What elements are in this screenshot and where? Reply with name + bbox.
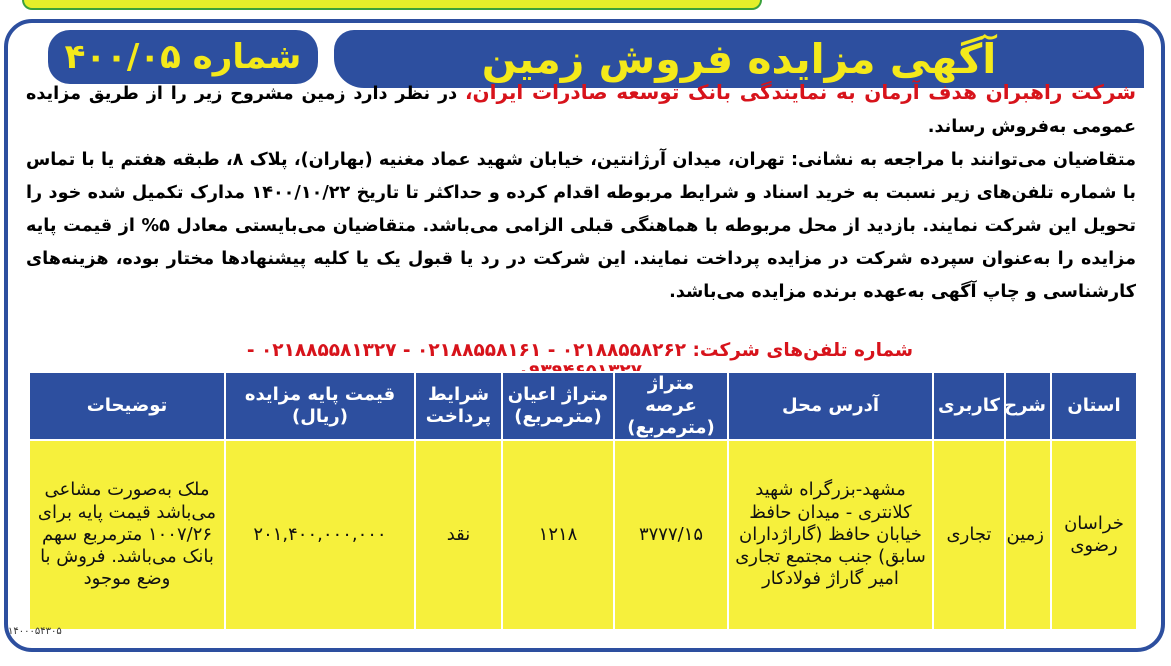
cell-payment-terms: نقد [415, 440, 502, 630]
header-address: آدرس محل [728, 372, 933, 440]
header-land-area: متراژ عرصه (مترمربع) [614, 372, 728, 440]
footer-code: ۱۴۰۰۰۵۴۳۰۵ [8, 626, 62, 637]
ad-body [26, 76, 1136, 309]
cell-description: زمین [1005, 440, 1051, 630]
phones-numbers: ۰۲۱۸۸۵۵۸۲۶۲ - ۰۲۱۸۸۵۵۸۱۶۱ - ۰۲۱۸۸۵۵۸۱۳۲۷ - [246, 340, 687, 361]
cell-address: مشهد-بزرگراه شهید کلانتری - میدان حافظ خیابان حافظ (گاراژداران سابق) جنب مجتمع تجاری امیر گاراژ فولادکار [728, 440, 933, 630]
intro-text: در نظر دارد زمین مشروح زیر را از طریق مزایده عمومی به‌فروش رساند. [26, 84, 1136, 137]
header-notes: توضیحات [29, 372, 225, 440]
header-base-price: قیمت پایه مزایده (ریال) [225, 372, 415, 440]
cell-usage: تجاری [933, 440, 1005, 630]
cell-land-area: ۳۷۷۷/۱۵ [614, 440, 728, 630]
header-building-area: متراژ اعیان (مترمربع) [502, 372, 614, 440]
conditions-paragraph: متقاضیان می‌توانند با مراجعه به نشانی: تهران، میدان آرژانتین، خیابان شهید عماد مغنیه (بهاران)، پلاک ۸، طبقه هفتم یا با تماس با شماره تلفن‌های زیر نسبت به خرید اسناد و شرایط مربوطه اقدام کرده و حداکثر تا تاریخ ۱۴۰۰/۱۰/۲۲ مدارک تکمیل شده خود را تحویل این شرکت نمایند. بازدید از محل مربوطه با هماهنگی قبلی الزامی می‌باشد. متقاضیان می‌بایستی معادل ۵% از قیمت پایه مزایده را به‌عنوان سپرده شرکت در مزایده پرداخت نمایند. این شرکت در رد یا قبول یک یا کلیه پیشنهادها مختار بوده، هزینه‌های کارشناسی و چاپ آگهی به‌عهده برنده مزایده می‌باشد. [26, 150, 1136, 302]
header-payment-terms: شرایط پرداخت [415, 372, 502, 440]
cell-province: خراسان رضوی [1051, 440, 1137, 630]
header-usage: کاربری [933, 372, 1005, 440]
header-province: استان [1051, 372, 1137, 440]
ad-title: آگهی مزایده فروش زمین [481, 35, 997, 83]
company-name: شرکت راهبران هدف آرمان به نمایندگی بانک توسعه صادرات ایران، [464, 80, 1136, 104]
header-description: شرح [1005, 372, 1051, 440]
cell-notes: ملک به‌صورت مشاعی می‌باشد قیمت پایه برای ۱۰۰۷/۲۶ مترمربع سهم بانک می‌باشد. فروش با وضع موجود [29, 440, 225, 630]
table-header-row [29, 372, 1137, 440]
cell-base-price: ۲۰۱,۴۰۰,۰۰۰,۰۰۰ [225, 440, 415, 630]
phones-label: شماره تلفن‌های شرکت: [692, 340, 914, 361]
auction-table [28, 371, 1138, 631]
table-row [29, 440, 1137, 630]
cell-building-area: ۱۲۱۸ [502, 440, 614, 630]
ad-number: شماره ۴۰۰/۰۵ [64, 37, 302, 77]
top-decor-strip [22, 0, 762, 10]
